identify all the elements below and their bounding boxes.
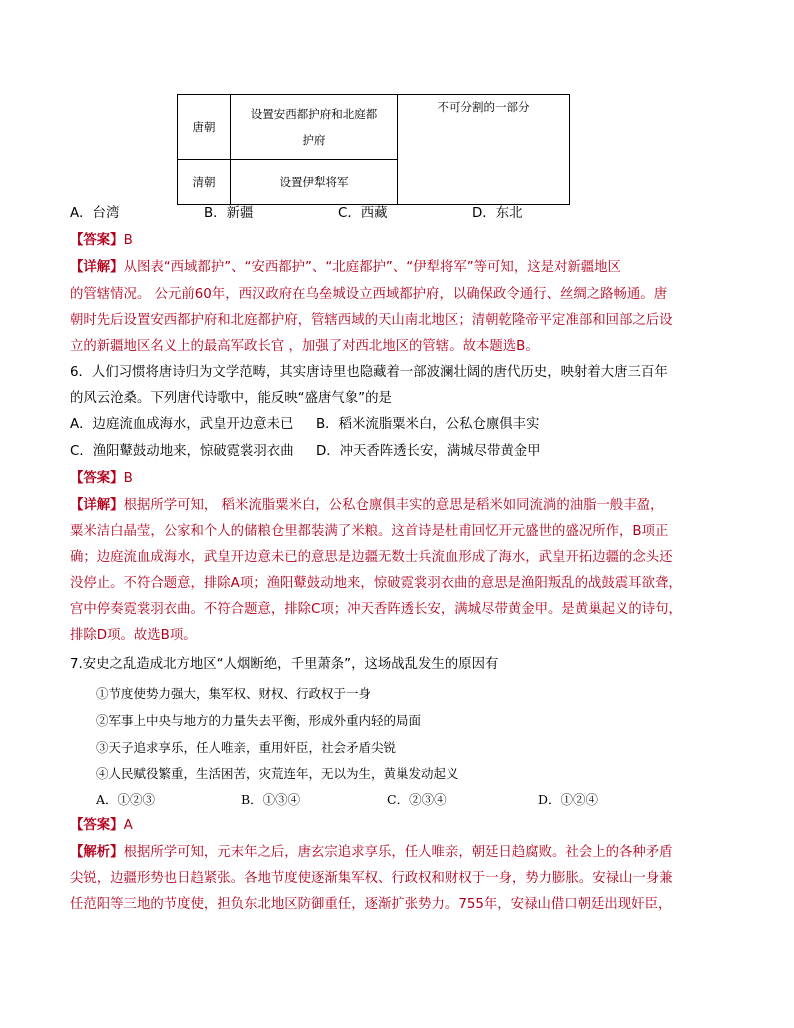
q7-item: ②军事上中央与地方的力量失去平衡，形成外重内轻的局面 [96, 713, 422, 728]
measure-line: 设置伊犁将军 [279, 175, 349, 189]
q7-option-d: D．①②④ [538, 792, 599, 807]
q5-answer [70, 231, 730, 251]
detail-tag: 【详解】 [70, 260, 124, 275]
conclusion-cell: 不可分割的一部分 [398, 95, 570, 205]
q5-option-a: A．台湾 [70, 206, 120, 221]
measure-cell [231, 160, 398, 205]
q6-detail-line: 宫中停奏霓裳羽衣曲。不符合题意，排除C项；冲天香阵透长安，满城尽带黄金甲。是黄巢起义的诗句， [70, 602, 682, 617]
q7-detail-line: 任范阳等三地的节度使，担负东北地区防御重任，逐渐扩张势力。755年，安禄山借口朝廷出现奸臣， [70, 897, 672, 912]
answer-tag: 【答案】 [70, 818, 124, 833]
answer-value: B [123, 233, 133, 248]
q6-answer [70, 469, 730, 489]
q6-detail-line: 确；边庭流血成海水，武皇开边意未已的意思是边疆无数士兵流血形成了海水，武皇开拓边疆的念头还 [70, 550, 673, 565]
q7-answer [70, 816, 730, 836]
q6-option-a: A．边庭流血成海水，武皇开边意未已 [70, 417, 294, 432]
q7-option-c: C．②③④ [387, 792, 447, 807]
measure-cell [231, 95, 398, 160]
q7-option-b: B．①③④ [241, 792, 301, 807]
q6-stem-line: 的风云沧桑。下列唐代诗歌中，能反映“盛唐气象”的是 [70, 391, 392, 406]
q7-item: ④人民赋役繁重，生活困苦，灾荒连年，无以为生，黄巢发动起义 [96, 766, 459, 781]
q5-option-d: D．东北 [472, 206, 523, 221]
q5-option-b: B．新疆 [204, 206, 254, 221]
q5-detail-line: 立的新疆地区名义上的最高军政长官 ，加强了对西北地区的管辖。故本题选B。 [70, 339, 539, 354]
q7-stem: 7.安史之乱造成北方地区“人烟断绝，千里萧条”，这场战乱发生的原因有 [70, 657, 499, 672]
q7-item: ③天子追求享乐，任人唯亲，重用奸臣，社会矛盾尖锐 [96, 740, 397, 755]
answer-tag: 【答案】 [70, 471, 124, 486]
q6-option-d: D．冲天香阵透长安，满城尽带黄金甲 [316, 444, 541, 459]
q7-option-a: A．①②③ [96, 792, 156, 807]
measure-line: 护府 [302, 133, 326, 147]
answer-tag: 【答案】 [70, 233, 124, 248]
q5-detail-line: 的管辖情况。 公元前60年，西汉政府在乌垒城设立西域都护府，以确保政令通行、丝绸之路畅通。唐 [70, 287, 668, 302]
q6-detail-line: 没停止。不符合题意，排除A项；渔阳鼙鼓动地来，惊破霓裳羽衣曲的意思是渔阳叛乱的战鼓震耳欲聋， [70, 576, 682, 591]
q6-option-b: B．稻米流脂粟米白，公私仓廪俱丰实 [316, 417, 540, 432]
q6-detail-line: 排除D项。故选B项。 [70, 628, 197, 643]
q7-detail-line: 尖锐，边疆形势也日趋紧张。各地节度使逐渐集军权、行政权和财权于一身，势力膨胀。安禄山一身兼 [70, 871, 673, 886]
q6-stem-line: 6．人们习惯将唐诗归为文学范畴，其实唐诗里也隐藏着一部波澜壮阔的唐代历史，映射着大唐三百年 [70, 365, 668, 380]
q6-option-c: C．渔阳鼙鼓动地来，惊破霓裳羽衣曲 [70, 444, 294, 459]
measure-line: 设置安西都护府和北庭都 [250, 107, 378, 121]
dynasty-cell: 清朝 [178, 160, 231, 205]
q5-detail-line: 朝时先后设置安西都护府和北庭都护府，管辖西域的天山南北地区；清朝乾隆帝平定准部和回部之后设 [70, 313, 673, 328]
q6-detail-line: 粟米洁白晶莹，公家和个人的储粮仓里都装满了米粮。这首诗是杜甫回忆开元盛世的盛况所作，B项正 [70, 524, 669, 539]
q6-detail-line: 【详解】根据所学可知， 稻米流脂粟米白，公私仓廪俱丰实的意思是稻米如同流淌的油脂一般丰盈， [70, 498, 664, 513]
dynasty-cell: 唐朝 [178, 95, 231, 160]
answer-value: A [123, 818, 133, 833]
q7-detail-line: 【解析】根据所学可知，元末年之后，唐玄宗追求享乐，任人唯亲，朝廷日趋腐败。社会上的各种矛盾 [70, 845, 673, 860]
q7-item: ①节度使势力强大，集军权、财权、行政权于一身 [96, 686, 372, 701]
dynasty-table [177, 94, 570, 205]
detail-tag: 【解析】 [70, 845, 124, 860]
q5-option-c: C．西藏 [338, 206, 388, 221]
detail-tag: 【详解】 [70, 498, 124, 513]
table-row [178, 95, 570, 160]
answer-value: B [123, 471, 133, 486]
q5-detail-line: 【详解】从图表“西域都护”、“安西都护”、“北庭都护”、“伊犁将军”等可知，这是对新疆地区 [70, 260, 621, 275]
